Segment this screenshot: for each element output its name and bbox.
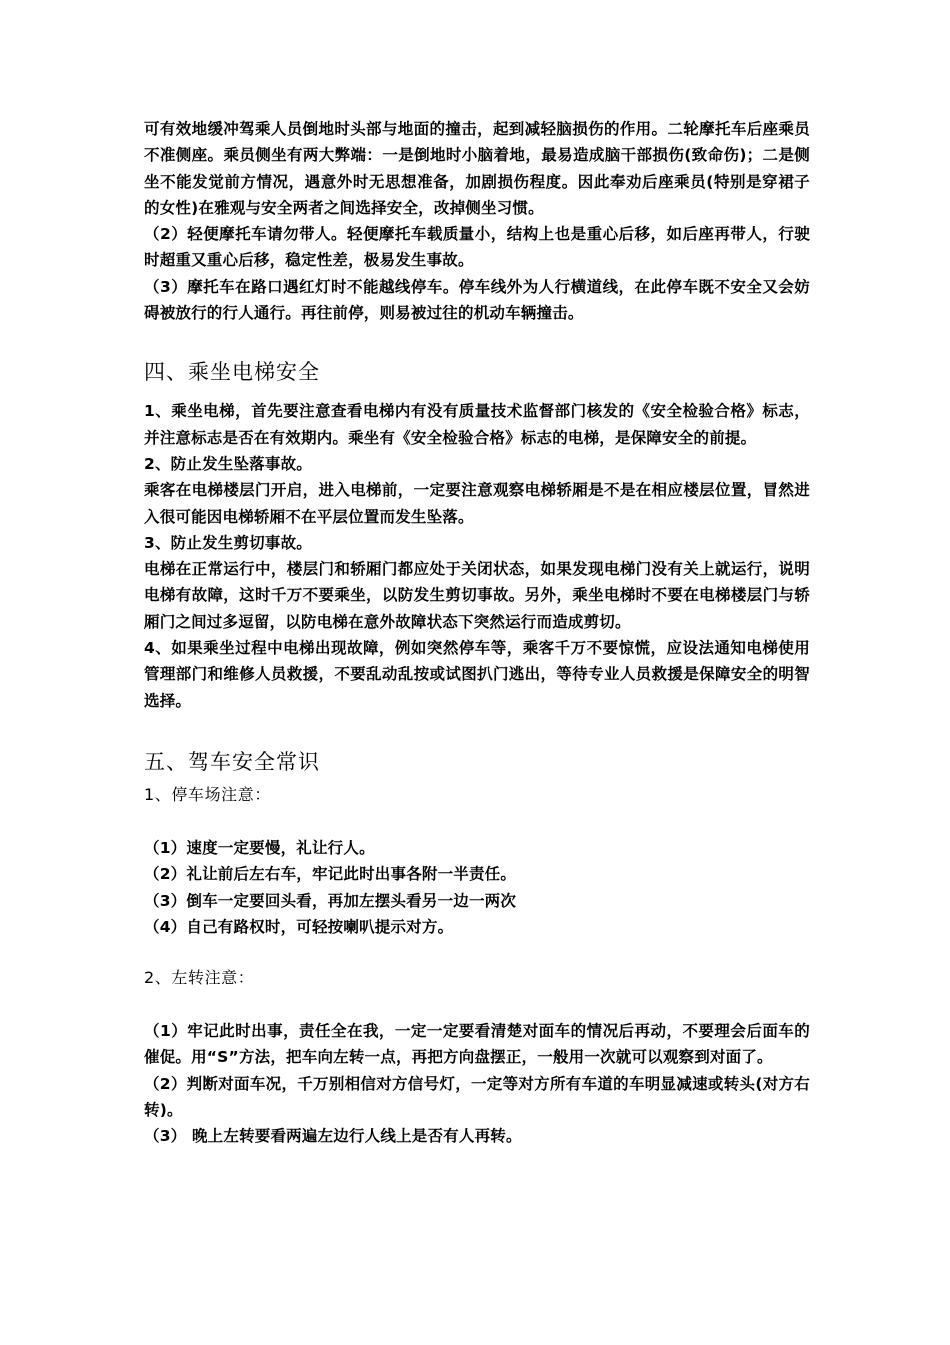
left-turn-item-1: （1）牢记此时出事，责任全在我，一定一定要看清楚对面车的情况后再动，不要理会后面车的催促。用“S”方法，把车向左转一点，再把方向盘摆正，一般用一次就可以观察到对面了。 <box>144 1022 810 1067</box>
parking-item-3: （3）倒车一定要回头看，再加左摆头看另一边一两次 <box>144 891 517 910</box>
motorcycle-item-2: （2）轻便摩托车请勿带人。轻便摩托车载质量小，结构上也是重心后移，如后座再带人，行驶时超重又重心后移，稳定性差，极易发生事故。 <box>144 225 810 270</box>
document-page <box>144 116 810 1150</box>
elevator-point-1: 1、乘坐电梯，首先要注意查看电梯内有没有质量技术监督部门核发的《安全检验合格》标志，并注意标志是否在有效期内。乘坐有《安全检验合格》标志的电梯，是保障安全的前提。 <box>144 402 810 447</box>
elevator-point-4: 4、如果乘坐过程中电梯出现故障，例如突然停车等，乘客千万不要惊慌，应设法通知电梯使用管理部门和维修人员救援，不要乱动乱按或试图扒门逃出，等待专业人员救援是保障安全的明智选择。 <box>144 639 810 710</box>
section-5-heading: 五、驾车安全常识 <box>144 749 320 774</box>
parking-lot-subheading: 1、停车场注意： <box>144 784 271 804</box>
parking-item-4: （4）自己有路权时，可轻按喇叭提示对方。 <box>144 917 454 936</box>
motorcycle-item-3: （3）摩托车在路口遇红灯时不能越线停车。停车线外为人行横道线，在此停车既不安全又会妨碍被放行的行人通行。再往前停，则易被过往的机动车辆撞击。 <box>144 277 810 323</box>
left-turn-item-3: （3） 晚上左转要看两遍左边行人线上是否有人再转。 <box>144 1127 522 1146</box>
left-turn-subheading: 2、左转注意： <box>144 968 255 988</box>
parking-item-1: （1）速度一定要慢，礼让行人。 <box>144 838 375 857</box>
motorcycle-paragraph: 可有效地缓冲驾乘人员倒地时头部与地面的撞击，起到减轻脑损伤的作用。二轮摩托车后座乘员不准侧座。乘员侧坐有两大弊端：一是倒地时小脑着地，最易造成脑干部损伤(致命伤)；二是侧坐不能发觉前方情况，遇意外时无思想准备，加剧损伤程度。因此奉劝后座乘员(特别是穿裙子的女性)在雅观与安全两者之间选择安全，改掉侧坐习惯。 <box>144 120 810 217</box>
elevator-point-2-body: 乘客在电梯楼层门开启，进入电梯前，一定要注意观察电梯轿厢是不是在相应楼层位置，冒然进入很可能因电梯轿厢不在平层位置而发生坠落。 <box>144 481 810 526</box>
left-turn-item-2: （2）判断对面车况，千万别相信对方信号灯，一定等对方所有车道的车明显减速或转头(对方右转)。 <box>144 1074 810 1120</box>
elevator-point-2-title: 2、防止发生坠落事故。 <box>144 454 312 473</box>
elevator-point-3-body: 电梯在正常运行中，楼层门和轿厢门都应处于关闭状态，如果发现电梯门没有关上就运行，说明电梯有故障，这时千万不要乘坐，以防发生剪切事故。另外，乘坐电梯时不要在电梯楼层门与轿厢门之间过多逗留，以防电梯在意外故障状态下突然运行而造成剪切。 <box>144 560 810 631</box>
elevator-point-3-title: 3、防止发生剪切事故。 <box>144 533 312 552</box>
section-4-heading: 四、乘坐电梯安全 <box>144 360 320 385</box>
parking-item-2: （2）礼让前后左右车，牢记此时出事各附一半责任。 <box>144 865 517 884</box>
